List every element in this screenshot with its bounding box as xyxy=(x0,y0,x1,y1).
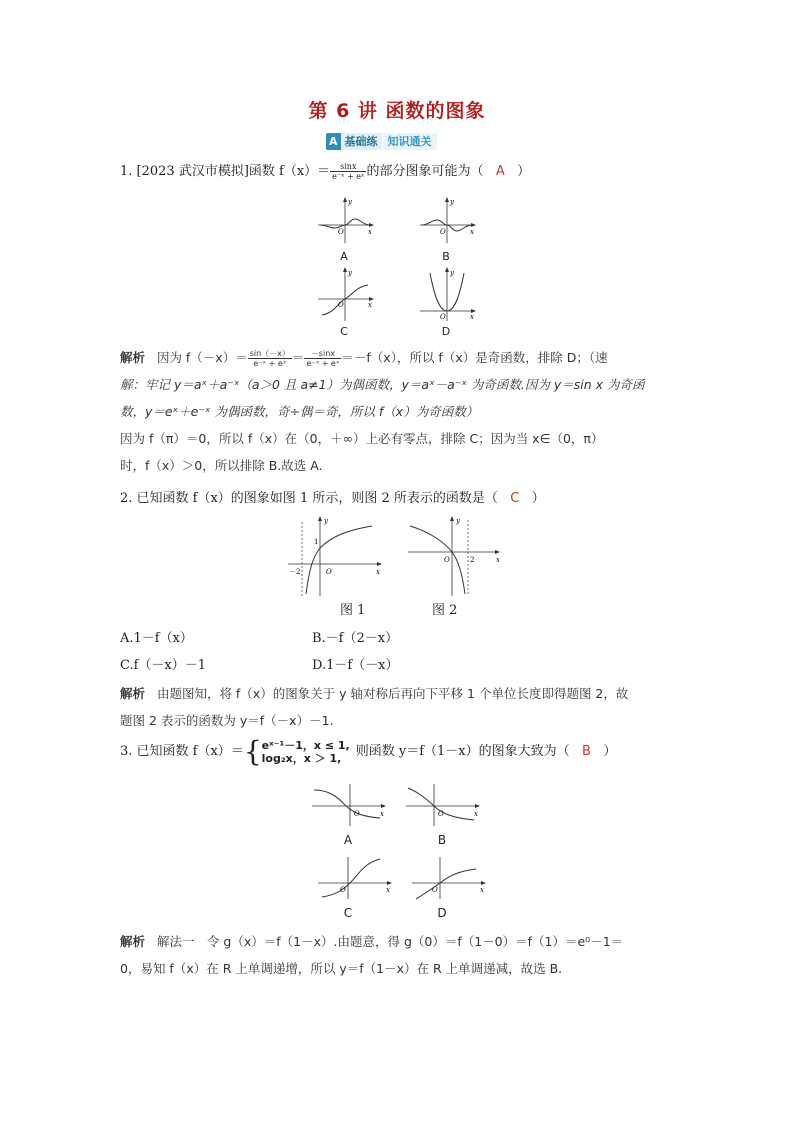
q1-suffix: 的部分图象可能为（ xyxy=(366,164,484,179)
q3-case-1: eˣ⁻¹－1，x ≤ 1, xyxy=(261,739,350,752)
q1c-origin-label: O xyxy=(338,301,344,309)
q1-graph-d xyxy=(418,265,478,323)
q1-sol-1b: ＝－f（x），所以 f（x）是奇函数，排除 D；（速 xyxy=(341,350,608,365)
q3-label-d: D xyxy=(437,906,447,920)
q1-prefix: 1. [2023 武汉市模拟]函数 f（x）＝ xyxy=(120,164,331,179)
q2f1-origin-label: O xyxy=(326,568,332,576)
q2-fig2-caption: 图 2 xyxy=(432,603,458,618)
q3c-origin-label: O xyxy=(340,886,346,894)
q1-solution xyxy=(120,344,680,479)
q2-answer: C xyxy=(510,491,520,506)
q3b-x-label: x xyxy=(474,810,478,818)
q2-sol-tag: 解析 xyxy=(120,686,146,701)
q3-graph-c xyxy=(316,855,396,901)
q1-label-b: B xyxy=(442,250,450,263)
q1d-x-label: x xyxy=(470,313,474,321)
question-2 xyxy=(120,490,545,508)
q3b-origin-label: O xyxy=(438,810,444,818)
q3d-x-label: x xyxy=(480,886,484,894)
q1-fraction xyxy=(330,162,366,181)
q3-case-2: log₂x，x ＞ 1, xyxy=(261,752,342,765)
page-title: 第 6 讲 函数的图象 xyxy=(308,100,486,122)
q1-sol-frac-2-den: e⁻ˣ + eˣ xyxy=(306,359,340,368)
q3c-x-label: x xyxy=(386,886,390,894)
badge-sub: 知识通关 xyxy=(382,133,437,150)
q1-sol-1a: 因为 f（－x）＝ xyxy=(156,350,248,365)
q3-solution xyxy=(120,928,680,982)
badge-letter: A xyxy=(326,133,341,150)
q3-graph-b xyxy=(404,782,484,828)
q1a-origin-label: O xyxy=(338,228,344,236)
q1-frac-num: sinx xyxy=(330,162,366,172)
q1d-origin-label: O xyxy=(440,313,446,321)
q3-brace: { xyxy=(243,735,262,768)
q3-piecewise xyxy=(262,739,350,765)
q1-label-c: C xyxy=(340,325,348,338)
q1-graph-c xyxy=(316,265,376,323)
q1-sol-frac-2-num: －sinx xyxy=(304,349,341,359)
q1-sol-tag: 解析 xyxy=(120,350,146,365)
q1-label-d: D xyxy=(441,325,451,338)
q1b-origin-label: O xyxy=(440,228,446,236)
q2-option-c: C.f（－x）－1 xyxy=(120,658,207,673)
q3-graph-d xyxy=(410,855,490,901)
q3-prefix: 3. 已知函数 f（x）＝ xyxy=(120,744,244,759)
q1-answer: A xyxy=(495,164,505,179)
q3-label-c: C xyxy=(343,906,353,920)
q3-graph-a xyxy=(310,782,390,828)
q2-fig1-caption: 图 1 xyxy=(340,603,366,618)
q2-prefix: 2. 已知函数 f（x）的图象如图 1 所示，则图 2 所表示的函数是（ xyxy=(120,491,498,506)
q2-option-d: D.1－f（－x） xyxy=(312,658,399,673)
q2-solution xyxy=(120,680,680,734)
q1-close: ） xyxy=(517,164,531,179)
q2f2-tick-2: 2 xyxy=(470,556,475,564)
q2f2-x-label: x xyxy=(496,556,500,564)
q1-sol-frac-1-den: e⁻ˣ + eˣ xyxy=(253,359,287,368)
question-1 xyxy=(120,162,530,181)
q2f2-y-label: y xyxy=(456,517,460,525)
q2-close: ） xyxy=(531,491,545,506)
q2-option-b: B.－f（2－x） xyxy=(312,631,399,646)
q1a-x-label: x xyxy=(368,228,372,236)
q1-sol-frac-2 xyxy=(304,349,341,368)
q2f2-origin-label: O xyxy=(444,556,450,564)
q1-label-a: A xyxy=(340,250,348,263)
q2-sol-line-2: 题图 2 表示的函数为 y＝f（－x）－1. xyxy=(120,713,334,728)
q1d-y-label: y xyxy=(450,269,454,277)
q1-sol-eq: ＝ xyxy=(291,350,305,365)
q2-sol-1: 由题图知，将 f（x）的图象关于 y 轴对称后再向下平移 1 个单位长度即得题图 2，故 xyxy=(156,686,629,701)
q3d-origin-label: O xyxy=(432,886,438,894)
q3-sol-1: 解法一 令 g（x）＝f（1－x）.由题意，得 g（0）＝f（1－0）＝f（1）＝e⁰－1＝ xyxy=(156,934,624,949)
q1-graph-a xyxy=(316,195,376,245)
q1-sol-line-2: 解：牢记 y＝aˣ＋a⁻ˣ（a＞0 且 a≠1）为偶函数，y＝aˣ－a⁻ˣ 为奇函数.因为 y＝sin x 为奇函 xyxy=(120,377,645,392)
q1-frac-den: e⁻ˣ + eˣ xyxy=(332,172,365,181)
q2-option-a: A.1－f（x） xyxy=(120,631,193,646)
q1b-y-label: y xyxy=(450,198,454,206)
q3-suffix: 则函数 y＝f（1－x）的图象大致为（ xyxy=(355,744,570,759)
q1-sol-frac-1 xyxy=(248,349,292,368)
q1c-x-label: x xyxy=(368,301,372,309)
q1-sol-line-4: 因为 f（π）＝0，所以 f（x）在（0，＋∞）上必有零点，排除 C；因为当 x∈（0，π） xyxy=(120,431,604,446)
q2-figure-1 xyxy=(286,514,386,598)
q2f1-tick-neg2: －2 xyxy=(289,568,301,576)
q3-sol-line-2: 0，易知 f（x）在 R 上单调递增，所以 y＝f（1－x）在 R 上单调递减，故选 B. xyxy=(120,961,563,976)
q2f1-tick-1: 1 xyxy=(314,538,319,546)
q1-sol-line-1 xyxy=(120,344,680,371)
q3a-origin-label: O xyxy=(354,810,360,818)
q1-sol-frac-1-num: sin（－x） xyxy=(249,349,290,358)
q3a-x-label: x xyxy=(380,810,384,818)
q2-sol-line-1 xyxy=(120,680,680,707)
q1-sol-line-5: 时，f（x）＞0，所以排除 B.故选 A. xyxy=(120,458,323,473)
q2f1-y-label: y xyxy=(324,517,328,525)
q2-figure-2 xyxy=(404,514,504,598)
q3-sol-line-1 xyxy=(120,928,680,955)
q1-graph-b xyxy=(418,195,478,245)
section-badge xyxy=(326,133,437,150)
q3-label-b: B xyxy=(437,833,447,847)
q3-close: ） xyxy=(603,744,617,759)
q1c-y-label: y xyxy=(348,269,352,277)
badge-label: 基础练 xyxy=(341,133,382,150)
q2f1-x-label: x xyxy=(376,568,380,576)
q3-answer: B xyxy=(582,744,591,759)
q1a-y-label: y xyxy=(348,198,352,206)
q1b-x-label: x xyxy=(470,228,474,236)
q3-sol-tag: 解析 xyxy=(120,934,146,949)
q1-sol-line-3: 数，y＝eˣ＋e⁻ˣ 为偶函数，奇÷偶＝奇，所以 f（x）为奇函数） xyxy=(120,404,479,419)
question-3 xyxy=(120,735,617,768)
q3-label-a: A xyxy=(343,833,353,847)
